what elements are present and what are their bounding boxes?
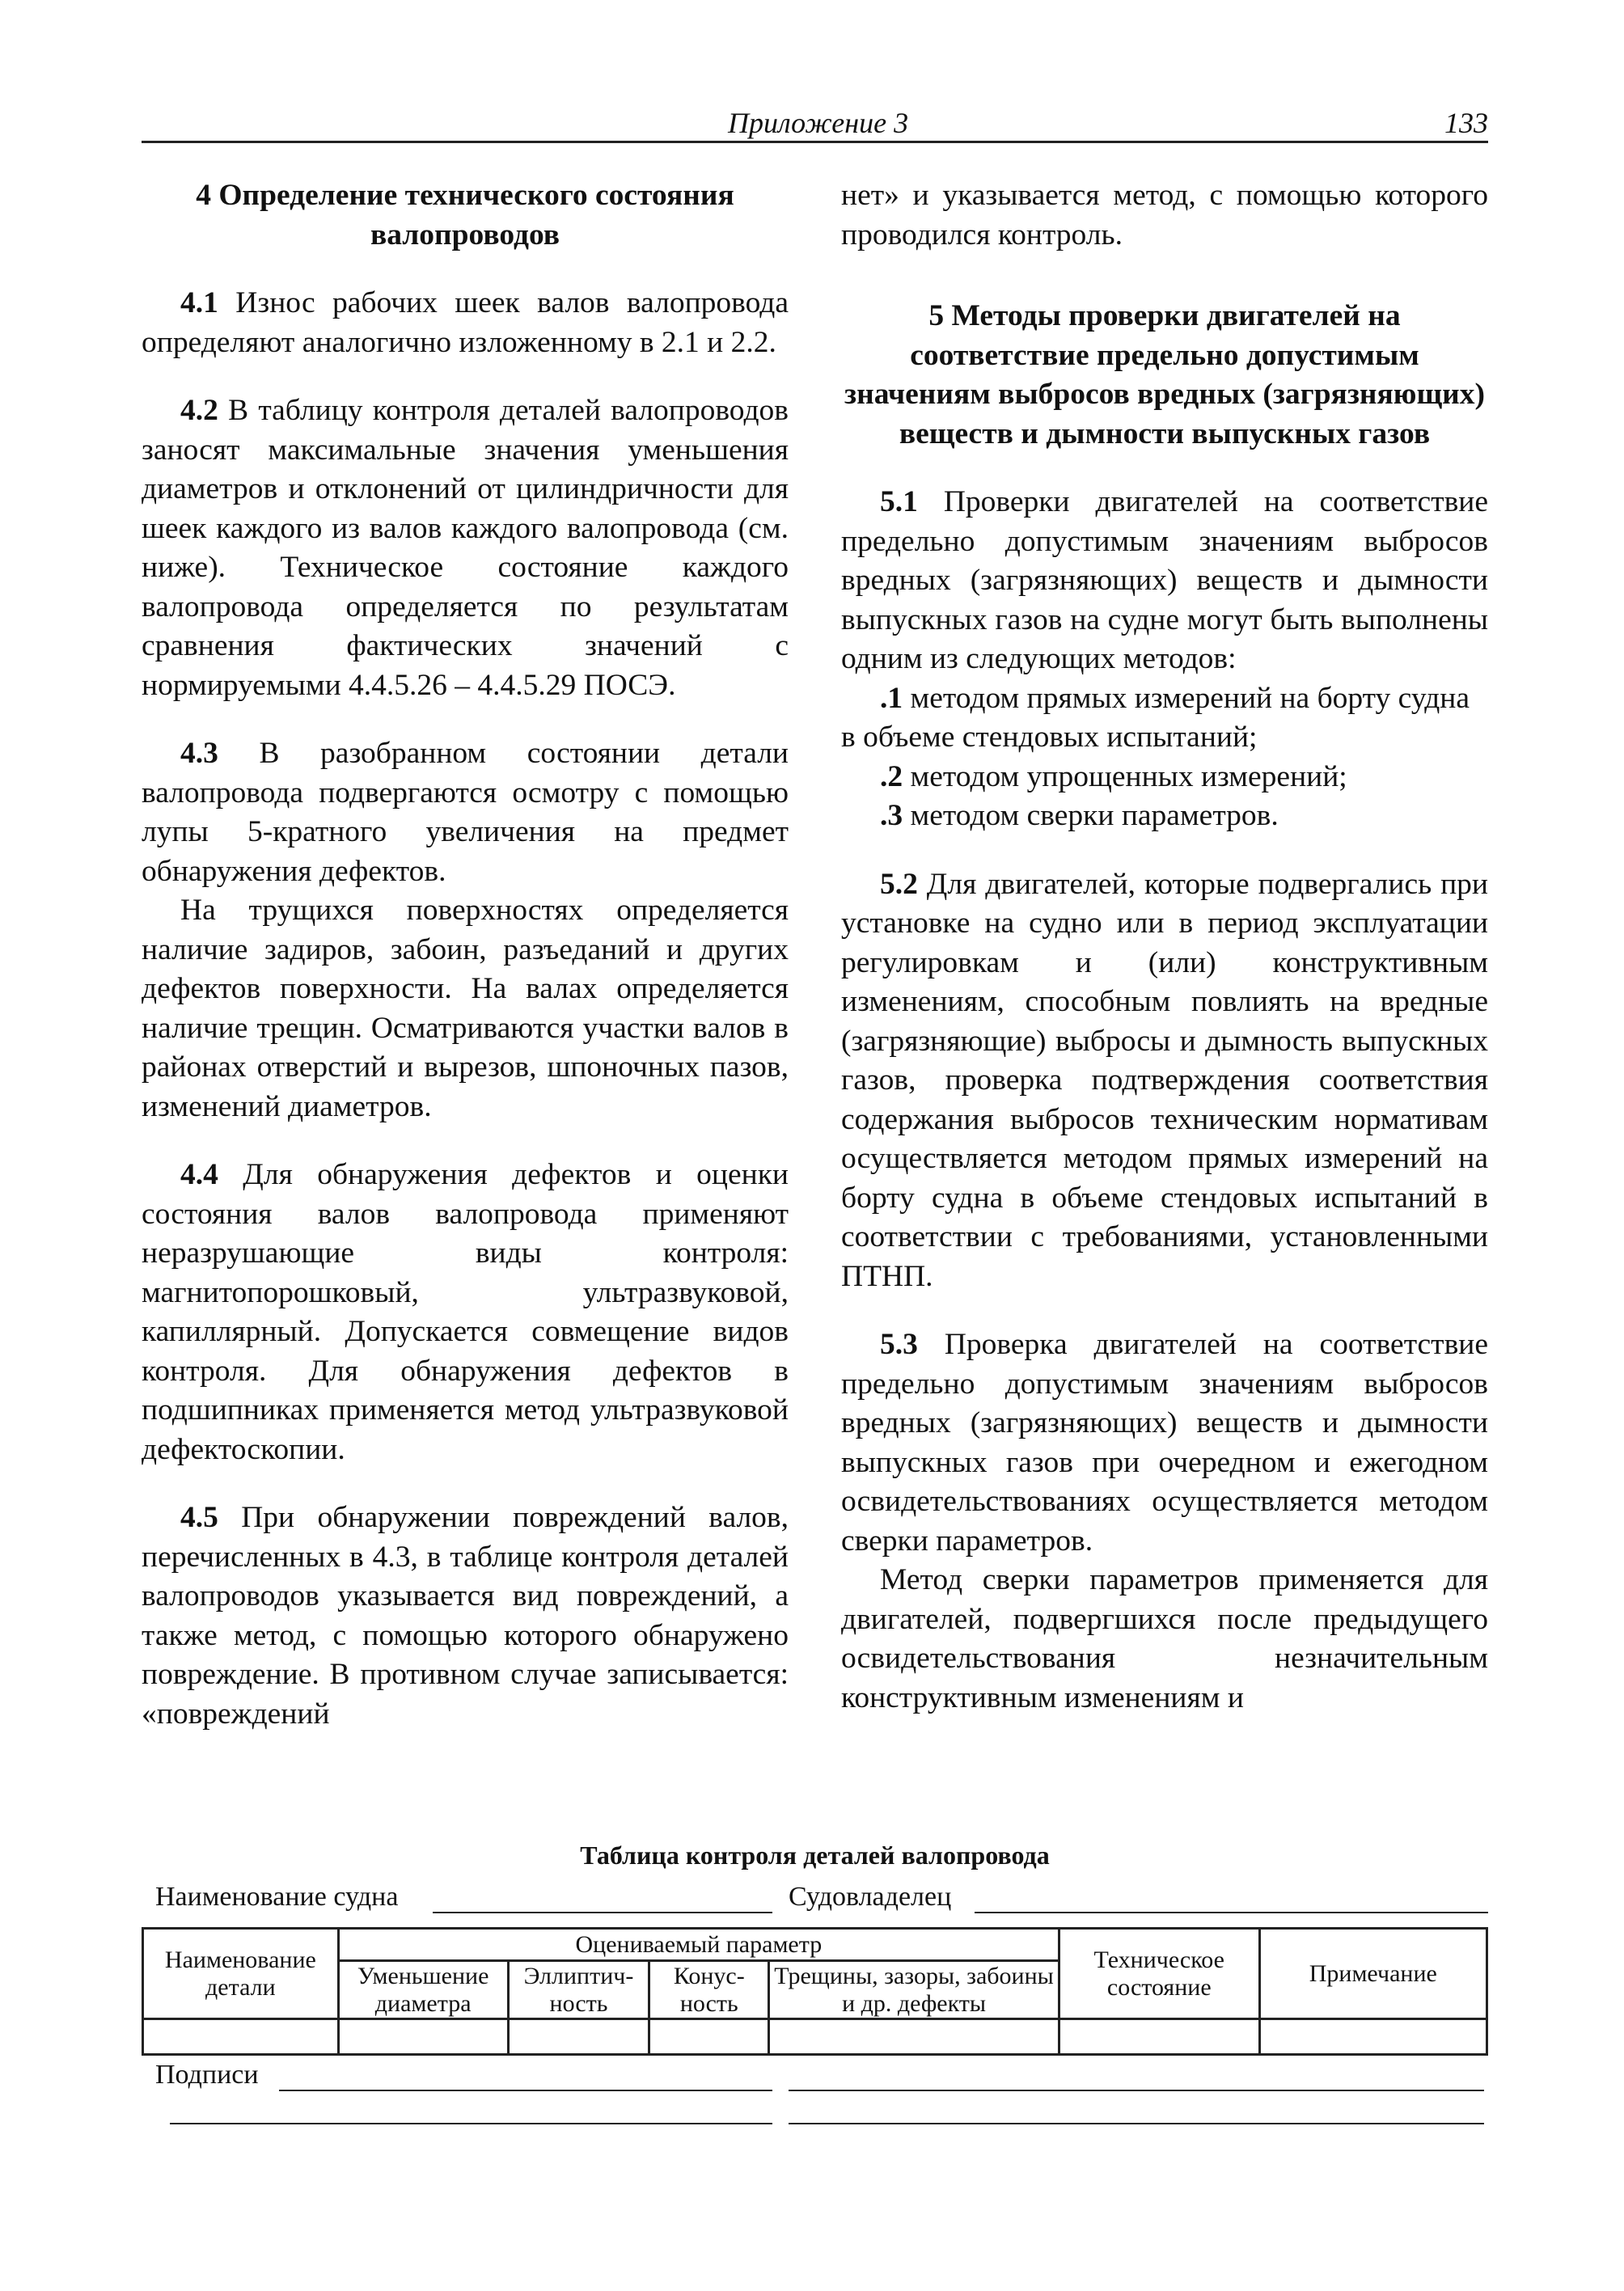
- owner-label: Судовладелец: [789, 1882, 952, 1912]
- clause-number: 4.1: [180, 286, 218, 319]
- clause-number: 5.3: [880, 1328, 918, 1361]
- ship-name-label: Наименование судна: [155, 1882, 399, 1912]
- item-number: .3: [880, 799, 903, 832]
- table-caption: Таблица контроля деталей валопровода: [580, 1841, 1050, 1870]
- section-5-heading: 5 Методы проверки двигателей на соответствие предельно допустимым значениям выбросов вредных (загрязняющих) веществ и дымности выпускных газов: [844, 299, 1485, 450]
- paragraph-5-3-continued: Метод сверки параметров применяется для двигателей, подвергшихся после предыдущего освидетельствования незначительным конструктивным изменениям и: [841, 1563, 1488, 1714]
- left-column: [142, 176, 789, 1734]
- paragraph-text: Для обнаружения дефектов и оценки состояния валов валопровода применяют неразрушающие виды контроля: магнитопорошковый, ультразвуковой, капиллярный. Допускается совмещение видов контроля. Для обнаружения дефектов в подшипниках применяется метод ультразвуковой дефектоскопии.: [142, 1158, 789, 1466]
- paragraph-4-4: [142, 1156, 789, 1469]
- table-cell[interactable]: [338, 2019, 508, 2055]
- col-header-defects: Трещины, зазоры, забоины и др. дефекты: [769, 1961, 1059, 2019]
- item-text: методом сверки параметров.: [903, 799, 1279, 832]
- col-header-taper: Конус-ность: [649, 1961, 769, 2019]
- paragraph-5-1: [841, 483, 1488, 679]
- paragraph-4-2: [142, 391, 789, 705]
- clause-number: 5.1: [880, 485, 918, 518]
- paragraph-text: При обнаружении повреждений валов, перечисленных в 4.3, в таблице контроля деталей валопроводов указывается вид повреждений, а также метод, с помощью которого обнаружено повреждение. В противном случае записывается: «повреждений: [142, 1501, 789, 1731]
- signature-line[interactable]: [170, 2123, 772, 2124]
- col-header-part-name: Наименование детали: [143, 1929, 339, 2019]
- paragraph-text: Для двигателей, которые подвергались при установке на судно или в период эксплуатации регулировкам и (или) конструктивным изменениям, способным повлиять на вредные (загрязняющие) выбросы и дымность выпускных газов, проверка подтверждения соответствия содержания выбросов техническим нормативам осуществляется методом прямых измерений на борту судна в объеме стендовых испытаний в соответствии с требованиями, установленными ПТНП.: [841, 867, 1488, 1293]
- col-header-ellipticity: Эллиптич-ность: [508, 1961, 649, 2019]
- clause-number: 4.4: [180, 1158, 218, 1191]
- list-item: [841, 679, 1488, 758]
- paragraph-4-3-continued: На трущихся поверхностях определяется наличие задиров, забоин, разъеданий и других дефектов поверхности. На валах определяется наличие трещин. Осматриваются участки валов в районах отверстий и вырезов, шпоночных пазов, изменений диаметров.: [142, 894, 789, 1123]
- signature-line[interactable]: [789, 2090, 1484, 2091]
- table-cell[interactable]: [508, 2019, 649, 2055]
- paragraph-text: Проверки двигателей на соответствие предельно допустимым значениям выбросов вредных (загрязняющих) веществ и дымности выпускных газов на судне могут быть выполнены одним из следующих методов:: [841, 485, 1488, 675]
- clause-number: 5.2: [880, 867, 918, 901]
- section-4-heading: 4 Определение технического состояния валопроводов: [196, 179, 734, 252]
- table-cell[interactable]: [769, 2019, 1059, 2055]
- item-text: методом упрощенных измерений;: [903, 759, 1347, 793]
- paragraph-4-3: [142, 734, 789, 891]
- item-text: методом прямых измерений на борту судна в объеме стендовых испытаний;: [841, 681, 1470, 754]
- running-header: [142, 107, 1488, 143]
- paragraph-text: В таблицу контроля деталей валопроводов заносят максимальные значения уменьшения диаметров и отклонений от цилиндричности для шеек каждого из валов каждого валопровода (см. ниже). Техническое состояние каждого валопровода определяется по результатам сравнения фактических значений с нормируемыми 4.4.5.26 – 4.4.5.29 ПОСЭ.: [142, 394, 789, 702]
- item-number: .1: [880, 681, 903, 715]
- paragraph-text: Проверка двигателей на соответствие предельно допустимым значениям выбросов вредных (загрязняющих) веществ и дымности выпускных газов при очередном и ежегодном освидетельствованиях осуществляется методом сверки параметров.: [841, 1328, 1488, 1558]
- clause-number: 4.2: [180, 394, 218, 427]
- col-header-condition: Техническое состояние: [1059, 1929, 1259, 2019]
- owner-field[interactable]: [975, 1912, 1488, 1913]
- inspection-table: [142, 1927, 1488, 2056]
- clause-number: 4.5: [180, 1501, 218, 1534]
- signatures-label: Подписи: [155, 2060, 259, 2090]
- header-title: Приложение 3: [728, 107, 909, 139]
- item-number: .2: [880, 759, 903, 793]
- right-column: [841, 176, 1488, 1718]
- list-item: [841, 797, 1488, 836]
- table-cell[interactable]: [143, 2019, 339, 2055]
- table-row: [143, 2019, 1487, 2055]
- paragraph-4-5-continued: нет» и указывается метод, с помощью которого проводился контроль.: [841, 179, 1488, 252]
- list-item: [841, 758, 1488, 797]
- table-cell[interactable]: [1259, 2019, 1487, 2055]
- paragraph-5-2: [841, 865, 1488, 1297]
- paragraph-5-3: [841, 1325, 1488, 1561]
- table-cell[interactable]: [1059, 2019, 1259, 2055]
- paragraph-4-5: [142, 1498, 789, 1734]
- col-group-parameter: Оцениваемый параметр: [338, 1929, 1059, 1961]
- ship-name-field[interactable]: [433, 1912, 772, 1913]
- signature-line[interactable]: [279, 2090, 772, 2091]
- page-number: 133: [1444, 107, 1488, 139]
- paragraph-4-1: [142, 284, 789, 362]
- method-list: [841, 679, 1488, 836]
- col-header-note: Примечание: [1259, 1929, 1487, 2019]
- col-header-diameter-reduction: Уменьшение диаметра: [338, 1961, 508, 2019]
- paragraph-text: В разобранном состоянии детали валопровода подвергаются осмотру с помощью лупы 5-кратного увеличения на предмет обнаружения дефектов.: [142, 737, 789, 888]
- paragraph-text: Износ рабочих шеек валов валопровода определяют аналогично изложенному в 2.1 и 2.2.: [142, 286, 789, 359]
- clause-number: 4.3: [180, 737, 218, 770]
- signature-line[interactable]: [789, 2123, 1484, 2124]
- table-cell[interactable]: [649, 2019, 769, 2055]
